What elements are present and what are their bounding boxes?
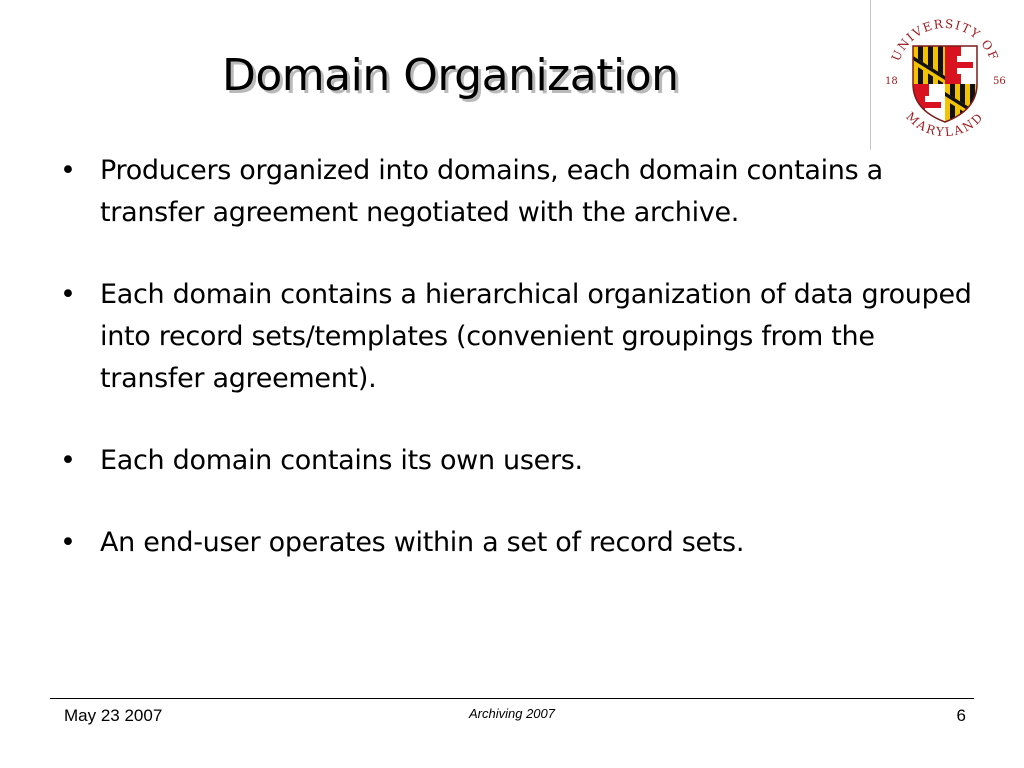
slide-number: 6 [956,706,966,725]
footer-date: May 23 2007 [64,706,163,725]
svg-text:UNIVERSITY OF: UNIVERSITY OF [888,16,1002,64]
bullet-text: Each domain contains its own users. [100,445,583,476]
university-logo [870,0,1019,150]
bullet-item [58,440,978,482]
svg-text:18: 18 [885,76,898,87]
footer-title: Archiving 2007 [469,706,555,721]
bullet-item [58,150,978,234]
slide-title: Domain Organization [222,50,679,101]
bullet-text: Each domain contains a hierarchical organization of data grouped into record sets/templates (convenient groupings from the transfer agreement). [100,279,972,394]
bullet-item [58,522,978,564]
bullet-list [58,150,978,604]
bullet-text: An end-user operates within a set of record sets. [100,527,745,558]
bullet-marker: • [60,445,76,476]
svg-text:56: 56 [993,76,1006,87]
bullet-marker: • [60,279,76,310]
bullet-marker: • [60,527,76,558]
bullet-text: Producers organized into domains, each domain contains a transfer agreement negotiated with the archive. [100,155,883,228]
footer-divider [50,698,974,699]
bullet-marker: • [60,155,76,186]
svg-text:MARYLAND: MARYLAND [903,109,987,140]
bullet-item [58,274,978,400]
university-seal-icon [871,0,1019,150]
